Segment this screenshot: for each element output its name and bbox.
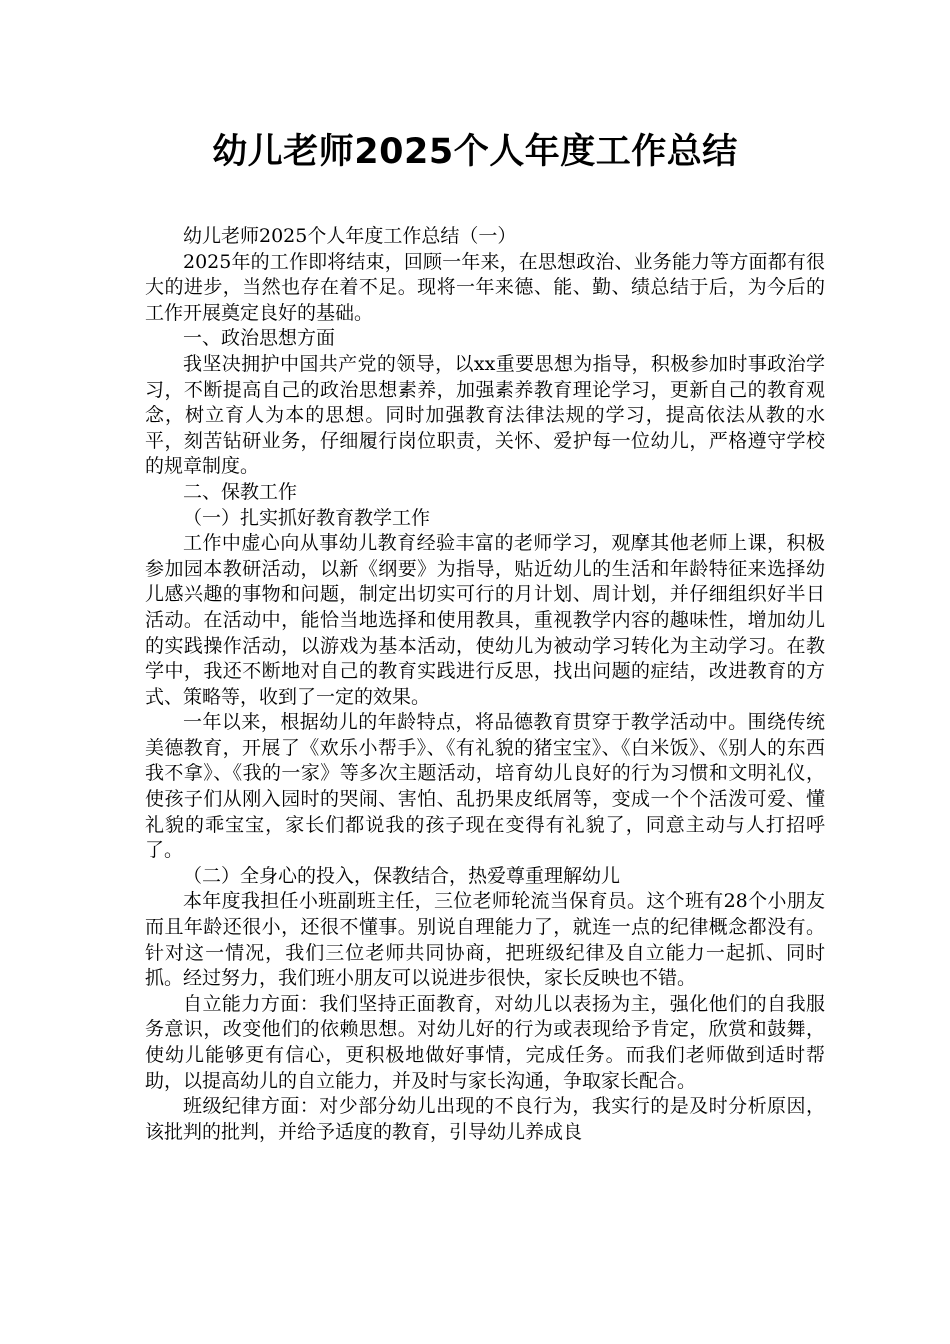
section-heading-political: 一、政治思想方面 [183,327,336,350]
section-heading-teaching: 二、保教工作 [183,480,298,503]
intro-paragraph: 2025年的工作即将结束，回顾一年来，在思想政治、业务能力等方面都有很大的进步，当然也存在着不足。现将一年来德、能、勤、绩总结于后，为今后的工作开展奠定良好的基础。 [145,250,825,324]
class-teacher-paragraph: 本年度我担任小班副班主任，三位老师轮流当保育员。这个班有28个小朋友而且年龄还很小，还很不懂事。别说自理能力了，就连一点的纪律概念都没有。针对这一情况，我们三位老师共同协商，把班级纪律及自立能力一起抓、同时抓。经过努力，我们班小朋友可以说进步很快，家长反映也不错。 [145,890,825,990]
self-reliance-paragraph: 自立能力方面：我们坚持正面教育，对幼儿以表扬为主，强化他们的自我服务意识，改变他们的依赖思想。对幼儿好的行为或表现给予肯定，欣赏和鼓舞，使幼儿能够更有信心，更积极地做好事情，完成任务。而我们老师做到适时帮助，以提高幼儿的自立能力，并及时与家长沟通，争取家长配合。 [145,992,825,1092]
document-body [145,224,825,1145]
subsection-heading-dedication: （二）全身心的投入，保教结合，热爱尊重理解幼儿 [183,864,621,887]
political-paragraph: 我坚决拥护中国共产党的领导，以xx重要思想为指导，积极参加时事政治学习，不断提高自己的政治思想素养，加强素养教育理论学习，更新自己的教育观念，树立育人为本的思想。同时加强教育法律法规的学习，提高依法从教的水平，刻苦钻研业务，仔细履行岗位职责，关怀、爱护每一位幼儿，严格遵守学校的规章制度。 [145,352,825,478]
subsection-heading-teaching-work: （一）扎实抓好教育教学工作 [183,506,431,529]
class-discipline-paragraph: 班级纪律方面：对少部分幼儿出现的不良行为，我实行的是及时分析原因，该批判的批判，并给予适度的教育，引导幼儿养成良 [145,1095,825,1143]
document-title: 幼儿老师2025个人年度工作总结 [212,132,738,172]
teaching-work-paragraph: 工作中虚心向从事幼儿教育经验丰富的老师学习，观摩其他老师上课，积极参加园本教研活动，以新《纲要》为指导，贴近幼儿的生活和年龄特征来选择幼儿感兴趣的事物和问题，制定出切实可行的月计划、周计划，并仔细组织好半日活动。在活动中，能恰当地选择和使用教具，重视教学内容的趣味性，增加幼儿的实践操作活动，以游戏为基本活动，使幼儿为被动学习转化为主动学习。在教学中，我还不断地对自己的教育实践进行反思，找出问题的症结，改进教育的方式、策略等，收到了一定的效果。 [145,532,825,708]
moral-education-paragraph: 一年以来，根据幼儿的年龄特点，将品德教育贯穿于教学活动中。围绕传统美德教育，开展了《欢乐小帮手》、《有礼貌的猪宝宝》、《白米饭》、《别人的东西我不拿》、《我的一家》等多次主题活动，培育幼儿良好的行为习惯和文明礼仪，使孩子们从刚入园时的哭闹、害怕、乱扔果皮纸屑等，变成一个个活泼可爱、懂礼貌的乖宝宝，家长们都说我的孩子现在变得有礼貌了，同意主动与人打招呼了。 [145,711,825,862]
subtitle-paragraph: 幼儿老师2025个人年度工作总结（一） [183,225,517,247]
